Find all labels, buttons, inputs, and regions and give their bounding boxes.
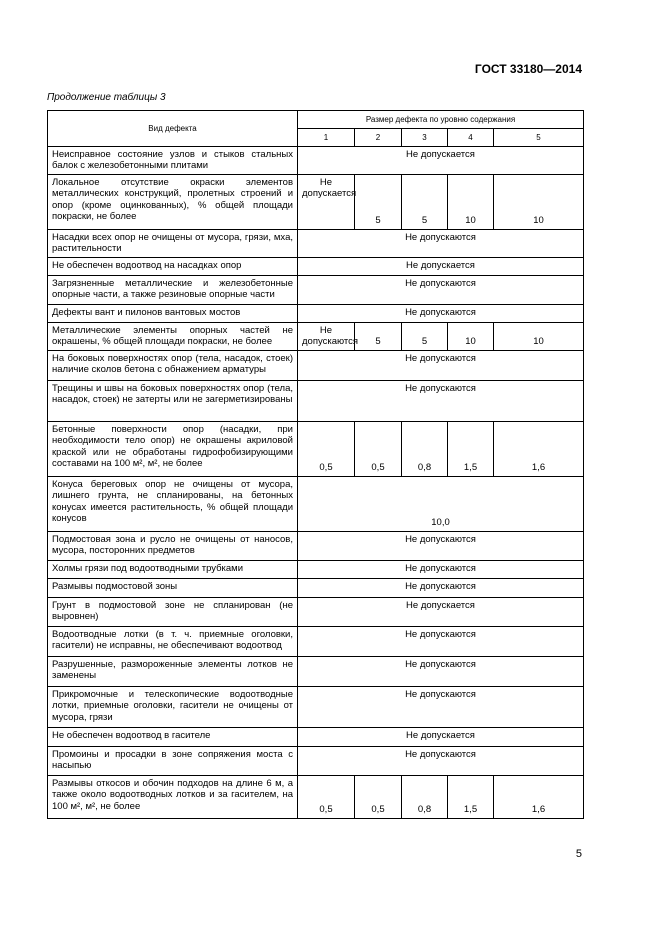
defect-limit: Не допускаются xyxy=(298,380,584,421)
defect-description: Разрушенные, размороженные элементы лотков не заменены xyxy=(48,656,298,686)
level-3-value: 0,8 xyxy=(402,775,448,818)
table-row xyxy=(48,147,584,175)
table-row xyxy=(48,174,584,229)
defect-description: Прикромочные и телескопические водоотводные лотки, приемные оголовки, гасители не очищены от мусора, грязи xyxy=(48,686,298,727)
defect-limit: Не допускаются xyxy=(298,626,584,656)
defect-description: Трещины и швы на боковых поверхностях опор (тела, насадок, стоек) не затерты или не загерметизированы xyxy=(48,380,298,421)
defect-description: Конуса береговых опор не очищены от мусора, лишнего грунта, не спланированы, на бетонных конусах имеется растительность, % общей площади конусов xyxy=(48,476,298,531)
defect-limit: Не допускается xyxy=(298,597,584,626)
defect-description: Насадки всех опор не очищены от мусора, грязи, мха, растительности xyxy=(48,229,298,257)
page-number: 5 xyxy=(575,848,582,860)
level-3-value: 5 xyxy=(402,322,448,350)
table-row xyxy=(48,531,584,560)
level-5-value: 1,6 xyxy=(494,421,584,476)
defect-description: Дефекты вант и пилонов вантовых мостов xyxy=(48,304,298,322)
table-caption: Продолжение таблицы 3 xyxy=(47,92,166,103)
table-row xyxy=(48,686,584,727)
table-row xyxy=(48,229,584,257)
table-row xyxy=(48,775,584,818)
defect-limit: Не допускаются xyxy=(298,531,584,560)
defect-limit: Не допускаются xyxy=(298,656,584,686)
header-level-1: 1 xyxy=(298,129,355,147)
header-defect-size: Размер дефекта по уровню содержания xyxy=(298,111,584,129)
table-row xyxy=(48,656,584,686)
header-level-2: 2 xyxy=(355,129,402,147)
header-level-3: 3 xyxy=(402,129,448,147)
defect-limit: Не допускаются xyxy=(298,560,584,578)
defect-description: Водоотводные лотки (в т. ч. приемные оголовки, гасители) не исправны, не обеспечивают водоотвод xyxy=(48,626,298,656)
level-2-value: 5 xyxy=(355,174,402,229)
standard-number: ГОСТ 33180—2014 xyxy=(474,62,582,76)
table-row xyxy=(48,727,584,746)
defect-description: Не обеспечен водоотвод в гасителе xyxy=(48,727,298,746)
level-5-value: 10 xyxy=(494,174,584,229)
defect-description: Размывы откосов и обочин подходов на длине 6 м, а также около водоотводных лотков и за гасителем, на 100 м², м², не более xyxy=(48,775,298,818)
defect-description: Размывы подмостовой зоны xyxy=(48,578,298,597)
defect-limit: Не допускаются xyxy=(298,229,584,257)
defect-description: Холмы грязи под водоотводными трубками xyxy=(48,560,298,578)
level-3-value: 5 xyxy=(402,174,448,229)
level-4-value: 10 xyxy=(448,174,494,229)
table-row xyxy=(48,275,584,304)
defect-limit: 10,0 xyxy=(298,476,584,531)
level-2-value: 0,5 xyxy=(355,421,402,476)
defect-limit: Не допускаются xyxy=(298,686,584,727)
level-4-value: 10 xyxy=(448,322,494,350)
level-5-value: 10 xyxy=(494,322,584,350)
table-row xyxy=(48,560,584,578)
defect-description: Металлические элементы опорных частей не окрашены, % общей площади покраски, не более xyxy=(48,322,298,350)
header-defect-type: Вид дефекта xyxy=(48,111,298,147)
level-1-value: Не допускается xyxy=(298,174,355,229)
table-row xyxy=(48,597,584,626)
table-row xyxy=(48,578,584,597)
level-2-value: 5 xyxy=(355,322,402,350)
header-level-5: 5 xyxy=(494,129,584,147)
level-4-value: 1,5 xyxy=(448,421,494,476)
table-row xyxy=(48,257,584,275)
table-row xyxy=(48,350,584,380)
table-row xyxy=(48,304,584,322)
defect-limit: Не допускаются xyxy=(298,746,584,775)
defect-description: Грунт в подмостовой зоне не спланирован (не выровнен) xyxy=(48,597,298,626)
defect-description: Не обеспечен водоотвод на насадках опор xyxy=(48,257,298,275)
defect-description: Загрязненные металлические и железобетонные опорные части, а также резиновые опорные части xyxy=(48,275,298,304)
table-row xyxy=(48,380,584,421)
defect-limit: Не допускается xyxy=(298,257,584,275)
level-1-value: Не допускаются xyxy=(298,322,355,350)
level-4-value: 1,5 xyxy=(448,775,494,818)
table-row xyxy=(48,746,584,775)
defect-description: Неисправное состояние узлов и стыков стальных балок с железобетонными плитами xyxy=(48,147,298,175)
defect-limit: Не допускается xyxy=(298,727,584,746)
defect-description: На боковых поверхностях опор (тела, насадок, стоек) наличие сколов бетона с обнажением арматуры xyxy=(48,350,298,380)
defect-description: Локальное отсутствие окраски элементов металлических конструкций, пролетных строений и опор (кроме оцинкованных), % общей площади покраски, не более xyxy=(48,174,298,229)
defects-table xyxy=(47,110,584,819)
level-5-value: 1,6 xyxy=(494,775,584,818)
table-row xyxy=(48,476,584,531)
defect-limit: Не допускаются xyxy=(298,350,584,380)
table-row xyxy=(48,626,584,656)
defect-description: Промоины и просадки в зоне сопряжения моста с насыпью xyxy=(48,746,298,775)
level-1-value: 0,5 xyxy=(298,421,355,476)
table-row xyxy=(48,322,584,350)
defect-limit: Не допускаются xyxy=(298,578,584,597)
defect-limit: Не допускаются xyxy=(298,275,584,304)
defect-limit: Не допускаются xyxy=(298,304,584,322)
level-2-value: 0,5 xyxy=(355,775,402,818)
defect-description: Бетонные поверхности опор (насадки, при необходимости тело опор) не окрашены акриловой краской или не обработаны гидрофобизирующими составами на 100 м², м², не более xyxy=(48,421,298,476)
defect-limit: Не допускается xyxy=(298,147,584,175)
level-3-value: 0,8 xyxy=(402,421,448,476)
table-row xyxy=(48,421,584,476)
defect-description: Подмостовая зона и русло не очищены от наносов, мусора, посторонних предметов xyxy=(48,531,298,560)
header-level-4: 4 xyxy=(448,129,494,147)
level-1-value: 0,5 xyxy=(298,775,355,818)
